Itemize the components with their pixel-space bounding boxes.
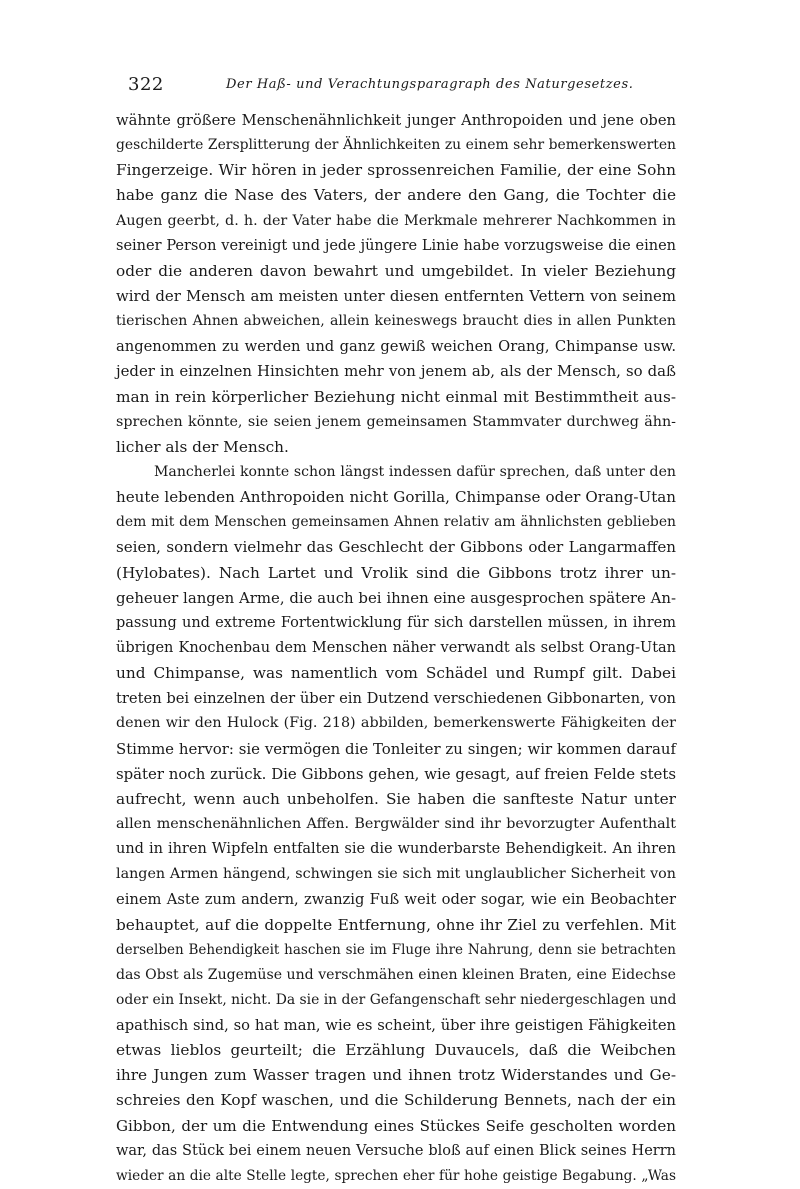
text-line: das Obst als Zugemüse und verschmähen einen kleinen Braten, eine Eidechse: [116, 966, 676, 983]
text-line: treten bei einzelnen der über ein Dutzend verschiedenen Gibbonarten, von: [116, 690, 676, 708]
text-line: geheuer langen Arme, die auch bei ihnen eine ausgesprochen spätere An-: [116, 588, 676, 607]
text-line: schreies den Kopf waschen, und die Schilderung Bennets, nach der ein: [116, 1091, 676, 1110]
text-line: man in rein körperlicher Beziehung nicht einmal mit Bestimmtheit aus-: [116, 387, 676, 406]
text-line: später noch zurück. Die Gibbons gehen, wie gesagt, auf freien Felde stets: [116, 764, 676, 783]
text-line: wähnte größere Menschenähnlichkeit junger Anthropoiden und jene oben: [116, 112, 676, 129]
text-line: (Hylobates). Nach Lartet und Vrolik sind die Gibbons trotz ihrer un-: [116, 563, 676, 582]
text-line: Gibbon, der um die Entwendung eines Stückes Seife gescholten worden: [116, 1116, 676, 1135]
text-line: übrigen Knochenbau dem Menschen näher verwandt als selbst Orang-Utan: [116, 639, 676, 656]
text-line: allen menschenähnlichen Affen. Bergwälder sind ihr bevorzugter Aufenthalt: [116, 815, 676, 832]
text-line: derselben Behendigkeit haschen sie im Fluge ihre Nahrung, denn sie betrachten: [116, 941, 676, 958]
text-line: apathisch sind, so hat man, wie es scheint, über ihre geistigen Fähigkeiten: [116, 1017, 676, 1035]
text-line: langen Armen hängend, schwingen sie sich mit unglaublicher Sicherheit von: [116, 866, 676, 883]
text-line: angenommen zu werden und ganz gewiß weichen Orang, Chimpanse usw.: [116, 338, 676, 356]
text-line: oder ein Insekt, nicht. Da sie in der Gefangenschaft sehr niedergeschlagen und: [116, 991, 677, 1008]
text-line: licher als der Mensch.: [116, 437, 289, 456]
text-line: denen wir den Hulock (Fig. 218) abbilden, bemerkenswerte Fähigkeiten der: [116, 715, 676, 732]
text-line: einem Aste zum andern, zwanzig Fuß weit oder sogar, wie ein Beobachter: [116, 891, 676, 909]
text-line: und in ihren Wipfeln entfalten sie die wunderbarste Behendigkeit. An ihren: [116, 841, 676, 858]
body-text: [116, 108, 676, 1189]
text-line: geschilderte Zersplitterung der Ähnlichkeiten zu einem sehr bemerkenswerten: [116, 137, 676, 154]
text-line: seien, sondern vielmehr das Geschlecht der Gibbons oder Langarmaffen: [116, 538, 676, 557]
text-line: Fingerzeige. Wir hören in jeder sprossenreichen Familie, der eine Sohn: [116, 161, 676, 180]
text-line: etwas lieblos geurteilt; die Erzählung Duvaucels, daß die Weibchen: [116, 1041, 676, 1060]
text-line: sprechen könnte, sie seien jenem gemeinsamen Stammvater durchweg ähn-: [116, 413, 676, 430]
text-line: Augen geerbt, d. h. der Vater habe die Merkmale mehrerer Nachkommen in: [116, 212, 676, 229]
text-line: dem mit dem Menschen gemeinsamen Ahnen relativ am ähnlichsten geblieben: [116, 514, 676, 531]
text-line: passung und extreme Fortentwicklung für sich darstellen müssen, in ihrem: [116, 614, 676, 631]
running-head: [128, 74, 672, 98]
text-line: wieder an die alte Stelle legte, sprechen eher für hohe geistige Begabung. „Was: [116, 1167, 676, 1184]
running-title: Der Haß- und Verachtungsparagraph des Naturgesetzes.: [226, 77, 634, 92]
page-number: 322: [128, 74, 164, 95]
text-line: habe ganz die Nase des Vaters, der andere den Gang, die Tochter die: [116, 186, 676, 205]
text-line: aufrecht, wenn auch unbeholfen. Sie haben die sanfteste Natur unter: [116, 789, 676, 808]
paragraph-1: [116, 108, 676, 460]
text-line: tierischen Ahnen abweichen, allein keineswegs braucht dies in allen Punkten: [116, 313, 676, 330]
text-line: oder die anderen davon bewahrt und umgebildet. In vieler Beziehung: [116, 261, 676, 280]
text-line: ihre Jungen zum Wasser tragen und ihnen trotz Widerstandes und Ge-: [116, 1066, 676, 1085]
text-line: wird der Mensch am meisten unter diesen entfernten Vettern von seinem: [116, 286, 676, 305]
text-line: Stimme hervor: sie vermögen die Tonleiter zu singen; wir kommen darauf: [116, 739, 676, 758]
paragraph-2: [116, 460, 676, 1189]
text-line: war, das Stück bei einem neuen Versuche bloß auf einen Blick seines Herrn: [116, 1142, 676, 1159]
text-line: jeder in einzelnen Hinsichten mehr von jenem ab, als der Mensch, so daß: [116, 362, 676, 381]
text-line: und Chimpanse, was namentlich vom Schädel und Rumpf gilt. Dabei: [116, 664, 676, 683]
text-line: seiner Person vereinigt und jede jüngere Linie habe vorzugsweise die einen: [116, 237, 676, 254]
text-line: heute lebenden Anthropoiden nicht Gorilla, Chimpanse oder Orang-Utan: [116, 488, 676, 507]
text-line: behauptet, auf die doppelte Entfernung, ohne ihr Ziel zu verfehlen. Mit: [116, 915, 676, 934]
text-line: Mancherlei konnte schon längst indessen dafür sprechen, daß unter den: [154, 463, 676, 480]
